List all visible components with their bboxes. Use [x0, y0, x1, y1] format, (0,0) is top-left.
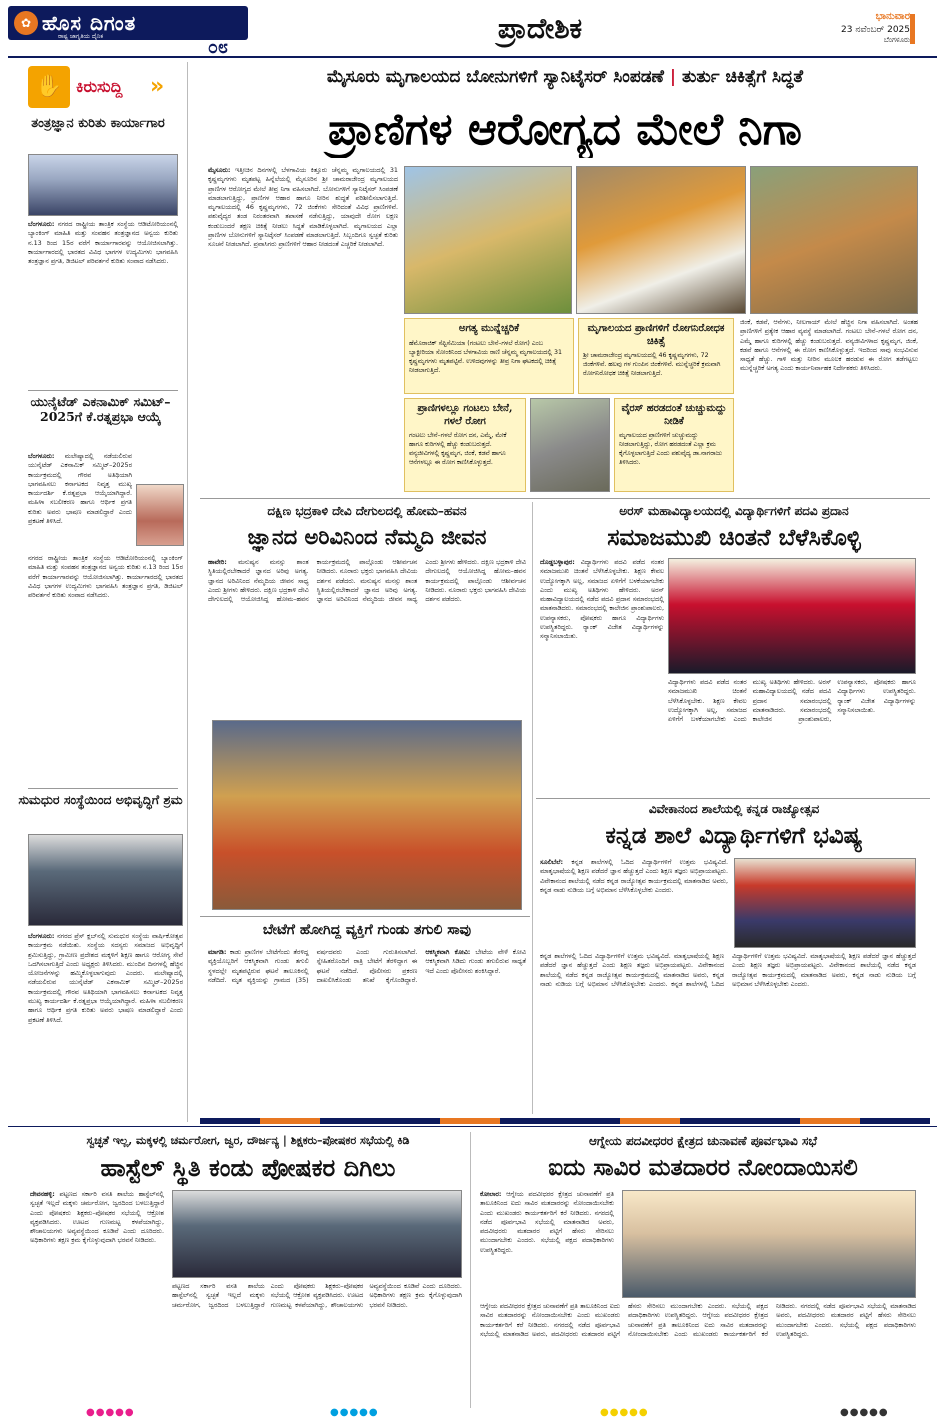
hostel-dateline: ದೇವನಹಳ್ಳಿ: — [30, 1190, 55, 1198]
lead-kicker-b: ತುರ್ತು ಚಿಕಿತ್ಸೆಗೆ ಸಿದ್ಧತೆ — [681, 67, 804, 87]
kicker-separator: | — [669, 67, 677, 87]
divider — [28, 788, 178, 789]
temple-kicker: ದಕ್ಷಿಣ ಭದ್ರಕಾಳಿ ದೇವಿ ದೇಗುಲದಲ್ಲಿ ಹೋಮ–ಹವನ — [267, 504, 467, 518]
kirusuddi-banner — [28, 66, 188, 108]
temple-dateline: ಹಾವೇರಿ: — [208, 558, 227, 566]
story3-headline: ಸುಮಧುರ ಸಂಸ್ಥೆಯಿಂದ ಅಭಿವೃದ್ಧಿಗೆ ಶ್ರಮ — [18, 792, 183, 807]
hunter-text: ಕಾಡು ಪ್ರಾಣಿಗಳ ಬೇಟೆಗೆಂದು ತೆರಳಿದ್ದ ವ್ಯಕ್ತಿಯೊಬ್ಬರಿಗೆ ಆಕಸ್ಮಿಕವಾಗಿ ಗುಂಡು ತಗುಲಿ ಸ್ಥಳದಲ್ಲೇ ಮೃತಪಟ್ಟಿರುವ ಘಟನೆ ತಾಲೂಕಿನಲ್ಲಿ ನಡೆದಿದೆ. ಮೃತ ವ್ಯಕ್ತಿಯನ್ನು ಗ್ರಾಮದ (35) ವರ್ಷದವರು ಎಂದು ಗುರುತಿಸಲಾಗಿದೆ. ಸ್ನೇಹಿತರೊಂದಿಗೆ ರಾತ್ರಿ ಬೇಟೆಗೆ ತೆರಳಿದ್ದಾಗ ಈ ಘಟನೆ ನಡೆದಿದೆ. ಪೊಲೀಸರು ಪ್ರಕರಣ ದಾಖಲಿಸಿಕೊಂಡು ತನಿಖೆ ಕೈಗೊಂಡಿದ್ದಾರೆ. — [208, 948, 418, 984]
hostel-kicker: ಸ್ವಚ್ಛತೆ ಇಲ್ಲ, ಮಕ್ಕಳಲ್ಲಿ ಚರ್ಮರೋಗ, ಜ್ವರ, ದೌರ್ಜನ್ಯ | ಶಿಕ್ಷಕರು–ಪೋಷಕರ ಸಭೆಯಲ್ಲಿ ಕಿಡಿ — [86, 1134, 410, 1147]
story2-text: ಮಲೇಷ್ಯಾದಲ್ಲಿ ನಡೆಯಲಿರುವ ಯುನೈಟೆಡ್ ಎಕನಾಮಿಕ್ ಸಮ್ಮಿಟ್–2025ರ ಕಾರ್ಯಕ್ರಮದಲ್ಲಿ ಗೌರವ ಅತಿಥಿಯಾಗಿ ಭಾಗವಹಿಸಲು ಕರ್ನಾಟಕದ ನಿವೃತ್ತ ಮುಖ್ಯ ಕಾರ್ಯದರ್ಶಿ ಕೆ.ರತ್ನಪ್ರಭಾ ಆಯ್ಕೆಯಾಗಿದ್ದಾರೆ. ಮಹಿಳಾ ಸಬಲೀಕರಣ ಹಾಗೂ ಆರ್ಥಿಕ ಪ್ರಗತಿ ಕುರಿತು ಅವರು ಭಾಷಣ ಮಾಡಲಿದ್ದಾರೆ ಎಂದು ಪ್ರಕಟಣೆ ತಿಳಿಸಿದೆ. — [28, 452, 132, 525]
college-text: ವಿದ್ಯಾರ್ಥಿಗಳು ಪದವಿ ಪಡೆದ ನಂತರ ಸಮಾಜಮುಖಿ ಚಿಂತನೆ ಬೆಳೆಸಿಕೊಳ್ಳಬೇಕು. ಶಿಕ್ಷಣ ಕೇವಲ ಉದ್ಯೋಗಕ್ಕಾಗಿ ಅಲ್ಲ, ಸಮಾಜದ ಏಳಿಗೆಗೆ ಬಳಕೆಯಾಗಬೇಕು ಎಂದು ಮುಖ್ಯ ಅತಿಥಿಗಳು ಹೇಳಿದರು. ಅರಸ್ ಮಹಾವಿದ್ಯಾಲಯದಲ್ಲಿ ನಡೆದ ಪದವಿ ಪ್ರದಾನ ಸಮಾರಂಭದಲ್ಲಿ ಮಾತನಾಡಿದರು. — [540, 558, 664, 613]
bottom-rule — [8, 1126, 937, 1127]
logo-text: ಹೊಸ ದಿಗಂತ — [42, 10, 137, 35]
hostel-body-b — [172, 1282, 462, 1406]
lead-kicker — [200, 66, 930, 94]
college-dateline: ದೊಡ್ಡಬಳ್ಳಾಪುರ: — [540, 558, 575, 566]
story3-dateline: ಬೆಂಗಳೂರು: — [28, 932, 55, 940]
hunter-sub-text: ಬೇಟೆಯ ವೇಳೆ ಕೋವಿ ಆಕಸ್ಮಿಕವಾಗಿ ಸಿಡಿದು ಗುಂಡು ತಗುಲಿರುವ ಸಾಧ್ಯತೆ ಇದೆ ಎಂದು ಪೊಲೀಸರು ಶಂಕಿಸಿದ್ದಾರೆ. — [425, 948, 526, 975]
divider — [200, 498, 930, 499]
print-registration-dots: ●●●●● — [840, 1407, 889, 1418]
temple-body — [208, 558, 526, 716]
lead-text-2: ಮೃಗಾಲಯದ ಎಲ್ಲಾ ಪ್ರಾಣಿಗಳ ಬೋನುಗಳಿಗೆ ಸ್ಯಾನಿಟೈಸರ್ ಸಿಂಪಡಣೆ ಮಾಡಲಾಗುತ್ತಿದೆ. ಸಿಬ್ಬಂದಿಗೂ ಸ್ವಚ್ಛತೆ ಕುರಿತು ಸೂಚನೆ ನೀಡಲಾಗಿದೆ. ಪ್ರವಾಸಿಗರು ಪ್ರಾಣಿಗಳಿಗೆ ಆಹಾರ ನೀಡದಂತೆ ಎಚ್ಚರಿಕೆ ನೀಡಲಾಗಿದೆ. — [208, 221, 398, 249]
logo-banner — [8, 6, 248, 40]
masthead-logo — [8, 6, 248, 54]
page-number: ೦೮ — [207, 37, 228, 54]
hunter-dateline: ಮಾಗಡಿ: — [208, 948, 227, 956]
college-body — [540, 558, 664, 794]
divider — [536, 798, 930, 799]
school-photo — [734, 858, 916, 948]
vertical-divider — [532, 502, 533, 1114]
story2-body-b — [28, 554, 183, 784]
college-text-cont: ಸಮಾರಂಭದಲ್ಲಿ ಕಾಲೇಜಿನ ಪ್ರಾಂಶುಪಾಲರು, ಉಪನ್ಯಾಸಕರು, ಪೋಷಕರು ಹಾಗೂ ವಿದ್ಯಾರ್ಥಿಗಳು ಉಪಸ್ಥಿತರಿದ್ದರು. ರ‍್ಯಾಂಕ್ ವಿಜೇತ ವಿದ್ಯಾರ್ಥಿಗಳನ್ನು ಸನ್ಮಾನಿಸಲಾಯಿತು. — [540, 604, 664, 641]
story2-dateline: ಬೆಂಗಳೂರು: — [28, 452, 55, 460]
college-kicker: ಅರಸ್ ಮಹಾವಿದ್ಯಾಲಯದಲ್ಲಿ ವಿದ್ಯಾರ್ಥಿಗಳಿಗೆ ಪದವಿ ಪ್ರದಾನ — [619, 504, 849, 518]
section-stripe — [200, 1118, 930, 1124]
school-text-b: ಕನ್ನಡ ಶಾಲೆಗಳಲ್ಲಿ ಓದಿದ ವಿದ್ಯಾರ್ಥಿಗಳಿಗೆ ಉತ್ತಮ ಭವಿಷ್ಯವಿದೆ. ಮಾತೃಭಾಷೆಯಲ್ಲಿ ಶಿಕ್ಷಣ ಪಡೆದರೆ ಜ್ಞಾನ ಹೆಚ್ಚುತ್ತದೆ ಎಂದು ಶಿಕ್ಷಣ ತಜ್ಞರು ಅಭಿಪ್ರಾಯಪಟ್ಟರು. ವಿವೇಕಾನಂದ ಶಾಲೆಯಲ್ಲಿ ನಡೆದ ಕನ್ನಡ ರಾಜ್ಯೋತ್ಸವ ಕಾರ್ಯಕ್ರಮದಲ್ಲಿ ಮಾತನಾಡಿದ ಅವರು, ಕನ್ನಡ ನಾಡು ನುಡಿಯ ಬಗ್ಗೆ ಅಭಿಮಾನ ಬೆಳೆಸಿಕೊಳ್ಳಬೇಕು ಎಂದರು. — [540, 952, 724, 988]
election-body — [480, 1190, 614, 1300]
graduation-photo — [668, 558, 916, 674]
story1-body — [28, 220, 178, 388]
lead-kicker-a: ಮೈಸೂರು ಮೃಗಾಲಯದ ಬೋನುಗಳಿಗೆ ಸ್ಯಾನಿಟೈಸರ್ ಸಿಂಪಡಣೆ — [326, 67, 664, 87]
story1-photo — [28, 154, 178, 216]
section-title: ಪ್ರಾದೇಶಿಕ — [497, 12, 583, 45]
accent-bar — [910, 14, 915, 44]
temple-text-cont: ಮನುಷ್ಯನ ಮನಸ್ಸು ಶಾಂತ ಸ್ಥಿತಿಯಲ್ಲಿರಬೇಕಾದರೆ ಜ್ಞಾನದ ಅರಿವು ಅಗತ್ಯ. ಜ್ಞಾನದ ಅರಿವಿನಿಂದ ನೆಮ್ಮದಿಯ ಜೀವನ ಸಾಧ್ಯ ಎಂದು ಶ್ರೀಗಳು ಹೇಳಿದರು. ದಕ್ಷಿಣ ಭದ್ರಕಾಳಿ ದೇವಿ ದೇಗುಲದಲ್ಲಿ ಆಯೋಜಿಸಿದ್ದ ಹೋಮ–ಹವನ ಕಾರ್ಯಕ್ರಮದಲ್ಲಿ ಪಾಲ್ಗೊಂಡು ಆಶೀರ್ವಚನ ನೀಡಿದರು. ನೂರಾರು ಭಕ್ತರು ಭಾಗವಹಿಸಿ ದೇವಿಯ ದರ್ಶನ ಪಡೆದರು. — [316, 558, 526, 604]
print-registration-dots: ●●●●● — [600, 1407, 649, 1418]
temple-headline: ಜ್ಞಾನದ ಅರಿವಿನಿಂದ ನೆಮ್ಮದಿ ಜೀವನ — [247, 524, 487, 549]
election-kicker: ಆಗ್ನೇಯ ಪದವೀಧರರ ಕ್ಷೇತ್ರದ ಚುನಾವಣೆ ಪೂರ್ವಭಾವಿ ಸಭೆ — [588, 1134, 818, 1148]
story2-portrait — [136, 484, 184, 546]
lead-body — [208, 166, 398, 496]
election-body-b — [480, 1302, 916, 1406]
story3-text: ನಗರದ ಪ್ರೆಸ್ ಕ್ಲಬ್‌ನಲ್ಲಿ ಸುಮಧುರ ಸಂಸ್ಥೆಯ ವಾರ್ಷಿಕೋತ್ಸವ ಕಾರ್ಯಕ್ರಮ ನಡೆಯಿತು. ಸಂಸ್ಥೆಯ ಸದಸ್ಯರು ಸಮಾಜದ ಅಭಿವೃದ್ಧಿಗೆ ಶ್ರಮಿಸುತ್ತಿದ್ದು, ಗ್ರಾಮೀಣ ಪ್ರದೇಶದ ಮಕ್ಕಳಿಗೆ ಶಿಕ್ಷಣ ಹಾಗೂ ಆರೋಗ್ಯ ಸೇವೆ ಒದಗಿಸಲಾಗುತ್ತಿದೆ ಎಂದು ಅಧ್ಯಕ್ಷರು ತಿಳಿಸಿದರು. ಮುಂದಿನ ದಿನಗಳಲ್ಲಿ ಹೆಚ್ಚಿನ ಯೋಜನೆಗಳನ್ನು ಹಮ್ಮಿಕೊಳ್ಳಲಾಗುವುದು ಎಂದರು. — [28, 932, 183, 978]
box-disease-text: ಗಂಟಲು ಬೇನೆ–ಗಳಲೆ ರೋಗ ದನ, ಎಮ್ಮೆ, ಮೇಕೆ ಹಾಗೂ ಕುರಿಗಳಲ್ಲಿ ಹೆಚ್ಚು ಕಂಡುಬರುತ್ತದೆ. ವನ್ಯಜೀವಿಗಳಲ್ಲಿ ಕೃಷ್ಣಮೃಗ, ಜಿಂಕೆ, ಕಡವೆ ಹಾಗೂ ಆನೆಗಳಲ್ಲೂ ಈ ರೋಗ ಕಾಣಿಸಿಕೊಳ್ಳುತ್ತದೆ. — [409, 432, 507, 467]
election-headline: ಐದು ಸಾವಿರ ಮತದಾರರ ನೋಂದಾಯಿಸಲಿ — [548, 1154, 858, 1181]
divider — [200, 916, 530, 917]
lead-dateline: ಮೈಸೂರು: — [208, 166, 231, 174]
lead-right-col: ಜಿಂಕೆ, ಕಡವೆ, ಆನೆಗಳು, ನೀಲಗಾಯ್ ಮೇಲೆ ಹೆಚ್ಚಿನ ನಿಗಾ ವಹಿಸಲಾಗಿದೆ. ಅಂತಹ ಪ್ರಾಣಿಗಳಿಗೆ ಪ್ರತ್ಯೇಕ ಆಹಾರ ವ್ಯವಸ್ಥೆ ಮಾಡಲಾಗಿದೆ. ಗಂಟಲು ಬೇನೆ–ಗಳಲೆ ರೋಗ ದನ, ಎಮ್ಮೆ ಹಾಗೂ ಕುರಿಗಳಲ್ಲಿ ಹೆಚ್ಚು ಕಂಡುಬರುತ್ತದೆ. ವನ್ಯಜೀವಿಗಳಾದ ಕೃಷ್ಣಮೃಗ, ಜಿಂಕೆ, ಕಡವೆ ಹಾಗೂ ಆನೆಗಳಲ್ಲಿ ಈ ರೋಗ ಕಾಣಿಸಿಕೊಳ್ಳುತ್ತದೆ. ಇದರಿಂದ ಸಾವು ಸಂಭವಿಸುವ ಸಾಧ್ಯತೆ ಹೆಚ್ಚು. ಗಾಳಿ ಮತ್ತು ನೀರಿನ ಮೂಲಕ ಹರಡುವ ಈ ರೋಗ ತಡೆಗಟ್ಟಲು ಮುನ್ನೆಚ್ಚರಿಕೆ ಅಗತ್ಯ ಎಂದು ಕಾರ್ಯನಿರ್ವಾಹಕ ನಿರ್ದೇಶಕರು ತಿಳಿಸಿದರು. — [740, 318, 918, 373]
box-disease-title: ಪ್ರಾಣಿಗಳಲ್ಲೂ ಗಂಟಲು ಬೇನೆ, ಗಳಲೆ ರೋಗ — [417, 403, 513, 427]
story3-photo — [28, 834, 183, 926]
election-text: ಆಗ್ನೇಯ ಪದವೀಧರರ ಕ್ಷೇತ್ರದ ಚುನಾವಣೆಗೆ ಪ್ರತಿ ತಾಲೂಕಿನಿಂದ ಐದು ಸಾವಿರ ಮತದಾರರನ್ನು ನೋಂದಾಯಿಸಬೇಕು ಎಂದು ಮುಖಂಡರು ಕಾರ್ಯಕರ್ತರಿಗೆ ಕರೆ ನೀಡಿದರು. ನಗರದಲ್ಲಿ ನಡೆದ ಪೂರ್ವಭಾವಿ ಸಭೆಯಲ್ಲಿ ಮಾತನಾಡಿದ ಅವರು, ಪದವೀಧರರು ಮತದಾರರ ಪಟ್ಟಿಗೆ ಹೆಸರು ಸೇರಿಸಲು ಮುಂದಾಗಬೇಕು ಎಂದರು. ಸಭೆಯಲ್ಲಿ ಪಕ್ಷದ ಪದಾಧಿಕಾರಿಗಳು ಉಪಸ್ಥಿತರಿದ್ದರು. — [480, 1190, 614, 1254]
hostel-photo — [172, 1190, 462, 1278]
college-text-b: ವಿದ್ಯಾರ್ಥಿಗಳು ಪದವಿ ಪಡೆದ ನಂತರ ಸಮಾಜಮುಖಿ ಚಿಂತನೆ ಬೆಳೆಸಿಕೊಳ್ಳಬೇಕು. ಶಿಕ್ಷಣ ಕೇವಲ ಉದ್ಯೋಗಕ್ಕಾಗಿ ಅಲ್ಲ, ಸಮಾಜದ ಏಳಿಗೆಗೆ ಬಳಕೆಯಾಗಬೇಕು ಎಂದು ಮುಖ್ಯ ಅತಿಥಿಗಳು ಹೇಳಿದರು. ಅರಸ್ ಮಹಾವಿದ್ಯಾಲಯದಲ್ಲಿ ನಡೆದ ಪದವಿ ಪ್ರದಾನ ಸಮಾರಂಭದಲ್ಲಿ ಮಾತನಾಡಿದರು. — [668, 678, 832, 724]
temple-photo — [212, 720, 522, 910]
story2-headline: ಯುನೈಟೆಡ್ ಎಕನಾಮಿಕ್ ಸಮಿಟ್–2025ಗೆ ಕೆ.ರತ್ನಪ್ರಭಾ ಆಯ್ಕೆ — [30, 394, 171, 424]
election-dateline: ಕೋಲಾರ: — [480, 1190, 502, 1198]
election-photo — [622, 1190, 916, 1298]
date-text: 23 ನವೆಂಬರ್ 2025 — [841, 24, 910, 35]
box-immunity-text: ಶ್ರೀ ಚಾಮರಾಜೇಂದ್ರ ಮೃಗಾಲಯದಲ್ಲಿ 46 ಕೃಷ್ಣಮೃಗಗಳು, 72 ಜಿಂಕೆಗಳಿವೆ. ಹಲವು ಗಳ ಗುಂಪಿನ ಜಿಂಕೆಗಳಿವೆ. ಮುನ್ನೆಚ್ಚರಿಕೆ ಕ್ರಮವಾಗಿ ರೋಗನಿರೋಧಕ ಚಿಕಿತ್ಸೆ ನೀಡಲಾಗುತ್ತಿದೆ. — [583, 352, 721, 378]
box-precaution-text: ಹೆಮೊರಾಜಿಕ್ ಸೆಪ್ಟಿಸೆಮಿಯಾ (ಗಂಟಲು ಬೇನೆ–ಗಳಲೆ ರೋಗ) ಎಂಬ ಬ್ಯಾಕ್ಟೀರಿಯಾ ಸೋಂಕಿನಿಂದ ಬೆಳಗಾವಿಯ ರಾಣಿ ಚೆನ್ನಮ್ಮ ಮೃಗಾಲಯದಲ್ಲಿ 31 ಕೃಷ್ಣಮೃಗಗಳು ಮೃತಪಟ್ಟಿವೆ. ಉಳಿದವುಗಳನ್ನು ತೀವ್ರ ನಿಗಾ ಘಟಕದಲ್ಲಿ ಚಿಕಿತ್ಸೆ ನೀಡಲಾಗುತ್ತಿದೆ. — [409, 339, 563, 374]
rhino-photo — [530, 398, 610, 492]
hand-icon: ✋ — [28, 66, 70, 108]
hostel-text-b: ಪಟ್ಟಣದ ಸರ್ಕಾರಿ ವಸತಿ ಶಾಲೆಯ ಹಾಸ್ಟೆಲ್‌ನಲ್ಲಿ ಸ್ವಚ್ಛತೆ ಇಲ್ಲದೆ ಮಕ್ಕಳು ಚರ್ಮರೋಗ, ಜ್ವರದಿಂದ ಬಳಲುತ್ತಿದ್ದಾರೆ ಎಂದು ಪೋಷಕರು ಶಿಕ್ಷಕರು–ಪೋಷಕರ ಸಭೆಯಲ್ಲಿ ಆಕ್ರೋಶ ವ್ಯಕ್ತಪಡಿಸಿದರು. ಊಟದ ಗುಣಮಟ್ಟ ಕಳಪೆಯಾಗಿದ್ದು, ಶೌಚಾಲಯಗಳು ಅವ್ಯವಸ್ಥೆಯಿಂದ ಕೂಡಿವೆ ಎಂದು ದೂರಿದರು. ಅಧಿಕಾರಿಗಳು ತಕ್ಷಣ ಕ್ರಮ ಕೈಗೊಳ್ಳುವುದಾಗಿ ಭರವಸೆ ನೀಡಿದರು. — [172, 1282, 462, 1309]
box-vaccine — [614, 398, 734, 492]
lotus-icon: ✿ — [14, 11, 38, 35]
box-immunity-title: ಮೃಗಾಲಯದ ಪ್ರಾಣಿಗಳಿಗೆ ರೋಗನಿರೋಧಕ ಚಿಕಿತ್ಸೆ — [587, 323, 725, 347]
school-body — [540, 858, 728, 950]
lead-headline: ಪ್ರಾಣಿಗಳ ಆರೋಗ್ಯದ ಮೇಲೆ ನಿಗಾ — [328, 104, 802, 155]
date-city: ಬೆಂಗಳೂರು — [883, 35, 910, 44]
school-headline: ಕನ್ನಡ ಶಾಲೆ ವಿದ್ಯಾರ್ಥಿಗಳಿಗೆ ಭವಿಷ್ಯ — [605, 822, 863, 849]
top-rule — [8, 56, 937, 58]
school-body-b — [540, 952, 916, 1112]
vertical-divider — [470, 1132, 471, 1408]
lead-text: ಇತ್ತೀಚಿನ ದಿನಗಳಲ್ಲಿ ಬೆಳಗಾವಿಯ ಕಿತ್ತೂರು ಚೆನ್ನಮ್ಮ ಮೃಗಾಲಯದಲ್ಲಿ 31 ಕೃಷ್ಣಮೃಗಗಳು ಮೃತಪಟ್ಟ ಹಿನ್ನೆಲೆಯಲ್ಲಿ ಮೈಸೂರಿನ ಶ್ರೀ ಚಾಮರಾಜೇಂದ್ರ ಮೃಗಾಲಯದ ಪ್ರಾಣಿಗಳ ಆರೋಗ್ಯದ ಮೇಲೆ ತೀವ್ರ ನಿಗಾ ವಹಿಸಲಾಗಿದೆ. ಬೋನುಗಳಿಗೆ ಸ್ಯಾನಿಟೈಸರ್ ಸಿಂಪಡಣೆ ಮಾಡಲಾಗುತ್ತಿದ್ದು, ಪ್ರಾಣಿಗಳ ಆಹಾರ ಹಾಗೂ ನೀರಿನ ಶುದ್ಧತೆ ಪರಿಶೀಲಿಸಲಾಗುತ್ತಿದೆ. ಮೃಗಾಲಯದಲ್ಲಿ 46 ಕೃಷ್ಣಮೃಗಗಳು, 72 ಜಿಂಕೆಗಳು ಸೇರಿದಂತೆ ವಿವಿಧ ಪ್ರಾಣಿಗಳಿವೆ. ಪಶುವೈದ್ಯರ ತಂಡ ನಿರಂತರವಾಗಿ ತಪಾಸಣೆ ನಡೆಸುತ್ತಿದ್ದು, ಯಾವುದೇ ರೋಗ ಲಕ್ಷಣ ಕಂಡುಬಂದರೆ ತಕ್ಷಣ ಚಿಕಿತ್ಸೆ ನೀಡಲು ಸಿದ್ಧತೆ ಮಾಡಿಕೊಳ್ಳಲಾಗಿದೆ. — [208, 166, 398, 230]
school-kicker: ವಿವೇಕಾನಂದ ಶಾಲೆಯಲ್ಲಿ ಕನ್ನಡ ರಾಜ್ಯೋತ್ಸವ — [648, 802, 820, 816]
logo-tagline: ರಾಷ್ಟ್ರ ಜಾಗೃತಿಯ ದೈನಿಕ — [58, 33, 104, 40]
box-vaccine-title: ವೈರಸ್ ಹರಡದಂತೆ ಚುಚ್ಚುಮದ್ದು ನೀಡಿಕೆ — [621, 403, 727, 427]
deer-photo — [750, 166, 918, 314]
kirusuddi-label: ಕಿರುಸುದ್ದಿ — [76, 77, 123, 96]
hostel-text: ಪಟ್ಟಣದ ಸರ್ಕಾರಿ ವಸತಿ ಶಾಲೆಯ ಹಾಸ್ಟೆಲ್‌ನಲ್ಲಿ ಸ್ವಚ್ಛತೆ ಇಲ್ಲದೆ ಮಕ್ಕಳು ಚರ್ಮರೋಗ, ಜ್ವರದಿಂದ ಬಳಲುತ್ತಿದ್ದಾರೆ ಎಂದು ಪೋಷಕರು ಶಿಕ್ಷಕರು–ಪೋಷಕರ ಸಭೆಯಲ್ಲಿ ಆಕ್ರೋಶ ವ್ಯಕ್ತಪಡಿಸಿದರು. ಊಟದ ಗುಣಮಟ್ಟ ಕಳಪೆಯಾಗಿದ್ದು, ಶೌಚಾಲಯಗಳು ಅವ್ಯವಸ್ಥೆಯಿಂದ ಕೂಡಿವೆ ಎಂದು ದೂರಿದರು. ಅಧಿಕಾರಿಗಳು ತಕ್ಷಣ ಕ್ರಮ ಕೈಗೊಳ್ಳುವುದಾಗಿ ಭರವಸೆ ನೀಡಿದರು. — [30, 1190, 164, 1245]
temple-text: ಮನುಷ್ಯನ ಮನಸ್ಸು ಶಾಂತ ಸ್ಥಿತಿಯಲ್ಲಿರಬೇಕಾದರೆ ಜ್ಞಾನದ ಅರಿವು ಅಗತ್ಯ. ಜ್ಞಾನದ ಅರಿವಿನಿಂದ ನೆಮ್ಮದಿಯ ಜೀವನ ಸಾಧ್ಯ ಎಂದು ಶ್ರೀಗಳು ಹೇಳಿದರು. ದಕ್ಷಿಣ ಭದ್ರಕಾಳಿ ದೇವಿ ದೇಗುಲದಲ್ಲಿ ಆಯೋಜಿಸಿದ್ದ ಹೋಮ–ಹವನ ಕಾರ್ಯಕ್ರಮದಲ್ಲಿ ಪಾಲ್ಗೊಂಡು ಆಶೀರ್ವಚನ ನೀಡಿದರು. ನೂರಾರು ಭಕ್ತರು ಭಾಗವಹಿಸಿ ದೇವಿಯ ದರ್ಶನ ಪಡೆದರು. — [208, 558, 418, 604]
box-vaccine-text: ಮೃಗಾಲಯದ ಪ್ರಾಣಿಗಳಿಗೆ ಚುಚ್ಚುಮದ್ದು ನೀಡಲಾಗುತ್ತಿದ್ದು, ರೋಗ ಹರಡದಂತೆ ಎಲ್ಲಾ ಕ್ರಮ ಕೈಗೊಳ್ಳಲಾಗುತ್ತಿದೆ ಎಂದು ಪಶುವೈದ್ಯ ಡಾ.ನಾಗರಾಜು ತಿಳಿಸಿದರು. — [619, 432, 722, 467]
hunter-headline: ಬೇಟೆಗೆ ಹೋಗಿದ್ದ ವ್ಯಕ್ತಿಗೆ ಗುಂಡು ತಗುಲಿ ಸಾವು — [262, 922, 472, 938]
giraffe-photo — [404, 166, 572, 314]
left-column — [8, 62, 188, 1122]
story2-body-a — [28, 452, 132, 552]
story1-text: ನಗರದ ರಾಷ್ಟ್ರೀಯ ತಾಂತ್ರಿಕ ಸಂಸ್ಥೆಯ ಆಡಿಟೋರಿಯಂನಲ್ಲಿ ಬ್ಯಾಂಕಿಂಗ್ ಮಾಹಿತಿ ಮತ್ತು ಸಂವಹನ ತಂತ್ರಜ್ಞಾನದ ಅನ್ವಯ ಕುರಿತು ನ.13 ರಿಂದ 15ರ ವರೆಗೆ ಕಾರ್ಯಾಗಾರವನ್ನು ಆಯೋಜಿಸಲಾಗಿತ್ತು. ಕಾರ್ಯಾಗಾರದಲ್ಲಿ ಭಾರತದ ವಿವಿಧ ಭಾಗಗಳ ಉದ್ಯಮಿಗಳು ಭಾಗವಹಿಸಿ ತಂತ್ರಜ್ಞಾನ ಪ್ರಗತಿ, ಡಿಜಿಟಲ್ ಪರಿವರ್ತನೆ ಕುರಿತು ಸಂವಾದ ನಡೆಸಿದರು. — [28, 220, 178, 266]
chevron-right-icon: » — [150, 74, 165, 99]
story1-headline: ತಂತ್ರಜ್ಞಾನ ಕುರಿತು ಕಾರ್ಯಾಗಾರ — [31, 116, 165, 131]
college-text-b2: ಸಮಾರಂಭದಲ್ಲಿ ಕಾಲೇಜಿನ ಪ್ರಾಂಶುಪಾಲರು, ಉಪನ್ಯಾಸಕರು, ಪೋಷಕರು ಹಾಗೂ ವಿದ್ಯಾರ್ಥಿಗಳು ಉಪಸ್ಥಿತರಿದ್ದರು. ರ‍್ಯಾಂಕ್ ವಿಜೇತ ವಿದ್ಯಾರ್ಥಿಗಳನ್ನು ಸನ್ಮಾನಿಸಲಾಯಿತು. — [752, 678, 916, 724]
story3-body — [28, 932, 183, 1122]
box-immunity — [578, 318, 734, 394]
story3-text-cont: ಮಲೇಷ್ಯಾದಲ್ಲಿ ನಡೆಯಲಿರುವ ಯುನೈಟೆಡ್ ಎಕನಾಮಿಕ್ ಸಮ್ಮಿಟ್–2025ರ ಕಾರ್ಯಕ್ರಮದಲ್ಲಿ ಗೌರವ ಅತಿಥಿಯಾಗಿ ಭಾಗವಹಿಸಲು ಕರ್ನಾಟಕದ ನಿವೃತ್ತ ಮುಖ್ಯ ಕಾರ್ಯದರ್ಶಿ ಕೆ.ರತ್ನಪ್ರಭಾ ಆಯ್ಕೆಯಾಗಿದ್ದಾರೆ. ಮಹಿಳಾ ಸಬಲೀಕರಣ ಹಾಗೂ ಆರ್ಥಿಕ ಪ್ರಗತಿ ಕುರಿತು ಅವರು ಭಾಷಣ ಮಾಡಲಿದ್ದಾರೆ ಎಂದು ಪ್ರಕಟಣೆ ತಿಳಿಸಿದೆ. — [28, 969, 183, 1024]
election-text-b: ಆಗ್ನೇಯ ಪದವೀಧರರ ಕ್ಷೇತ್ರದ ಚುನಾವಣೆಗೆ ಪ್ರತಿ ತಾಲೂಕಿನಿಂದ ಐದು ಸಾವಿರ ಮತದಾರರನ್ನು ನೋಂದಾಯಿಸಬೇಕು ಎಂದು ಮುಖಂಡರು ಕಾರ್ಯಕರ್ತರಿಗೆ ಕರೆ ನೀಡಿದರು. ನಗರದಲ್ಲಿ ನಡೆದ ಪೂರ್ವಭಾವಿ ಸಭೆಯಲ್ಲಿ ಮಾತನಾಡಿದ ಅವರು, ಪದವೀಧರರು ಮತದಾರರ ಪಟ್ಟಿಗೆ ಹೆಸರು ಸೇರಿಸಲು ಮುಂದಾಗಬೇಕು ಎಂದರು. ಸಭೆಯಲ್ಲಿ ಪಕ್ಷದ ಪದಾಧಿಕಾರಿಗಳು ಉಪಸ್ಥಿತರಿದ್ದರು. — [480, 1302, 768, 1338]
box-precaution-title: ಅಗತ್ಯ ಮುನ್ನೆಚ್ಚರಿಕೆ — [458, 323, 520, 334]
story2-text-cont: ನಗರದ ರಾಷ್ಟ್ರೀಯ ತಾಂತ್ರಿಕ ಸಂಸ್ಥೆಯ ಆಡಿಟೋರಿಯಂನಲ್ಲಿ ಬ್ಯಾಂಕಿಂಗ್ ಮಾಹಿತಿ ಮತ್ತು ಸಂವಹನ ತಂತ್ರಜ್ಞಾನದ ಅನ್ವಯ ಕುರಿತು ನ.13 ರಿಂದ 15ರ ವರೆಗೆ ಕಾರ್ಯಾಗಾರವನ್ನು ಆಯೋಜಿಸಲಾಗಿತ್ತು. ಕಾರ್ಯಾಗಾರದಲ್ಲಿ ಭಾರತದ ವಿವಿಧ ಭಾಗಗಳ ಉದ್ಯಮಿಗಳು ಭಾಗವಹಿಸಿ ತಂತ್ರಜ್ಞಾನ ಪ್ರಗತಿ, ಡಿಜಿಟಲ್ ಪರಿವರ್ತನೆ ಕುರಿತು ಸಂವಾದ ನಡೆಸಿದರು. — [28, 554, 183, 600]
college-headline: ಸಮಾಜಮುಖಿ ಚಿಂತನೆ ಬೆಳೆಸಿಕೊಳ್ಳಿ — [607, 524, 861, 551]
date-block — [780, 10, 910, 50]
hunter-sub-label: ಆಕಸ್ಮಿಕವಾಗಿ ಕೋವಿ: — [425, 948, 471, 956]
divider — [28, 390, 178, 391]
school-text: ಕನ್ನಡ ಶಾಲೆಗಳಲ್ಲಿ ಓದಿದ ವಿದ್ಯಾರ್ಥಿಗಳಿಗೆ ಉತ್ತಮ ಭವಿಷ್ಯವಿದೆ. ಮಾತೃಭಾಷೆಯಲ್ಲಿ ಶಿಕ್ಷಣ ಪಡೆದರೆ ಜ್ಞಾನ ಹೆಚ್ಚುತ್ತದೆ ಎಂದು ಶಿಕ್ಷಣ ತಜ್ಞರು ಅಭಿಪ್ರಾಯಪಟ್ಟರು. ವಿವೇಕಾನಂದ ಶಾಲೆಯಲ್ಲಿ ನಡೆದ ಕನ್ನಡ ರಾಜ್ಯೋತ್ಸವ ಕಾರ್ಯಕ್ರಮದಲ್ಲಿ ಮಾತನಾಡಿದ ಅವರು, ಕನ್ನಡ ನಾಡು ನುಡಿಯ ಬಗ್ಗೆ ಅಭಿಮಾನ ಬೆಳೆಸಿಕೊಳ್ಳಬೇಕು ಎಂದರು. — [540, 858, 728, 894]
print-registration-dots: ●●●●● — [330, 1407, 379, 1418]
print-registration-dots: ●●●●● — [86, 1407, 135, 1418]
hunter-body — [208, 948, 526, 1114]
election-text-b2: ಆಗ್ನೇಯ ಪದವೀಧರರ ಕ್ಷೇತ್ರದ ಚುನಾವಣೆಗೆ ಪ್ರತಿ ತಾಲೂಕಿನಿಂದ ಐದು ಸಾವಿರ ಮತದಾರರನ್ನು ನೋಂದಾಯಿಸಬೇಕು ಎಂದು ಮುಖಂಡರು ಕಾರ್ಯಕರ್ತರಿಗೆ ಕರೆ ನೀಡಿದರು. ನಗರದಲ್ಲಿ ನಡೆದ ಪೂರ್ವಭಾವಿ ಸಭೆಯಲ್ಲಿ ಮಾತನಾಡಿದ ಅವರು, ಪದವೀಧರರು ಮತದಾರರ ಪಟ್ಟಿಗೆ ಹೆಸರು ಸೇರಿಸಲು ಮುಂದಾಗಬೇಕು ಎಂದರು. ಸಭೆಯಲ್ಲಿ ಪಕ್ಷದ ಪದಾಧಿಕಾರಿಗಳು ಉಪಸ್ಥಿತರಿದ್ದರು. — [628, 1302, 916, 1338]
school-dateline: ಸೂಲಿಬೆಲೆ: — [540, 858, 564, 866]
story1-dateline: ಬೆಂಗಳೂರು: — [28, 220, 55, 228]
hostel-body — [30, 1190, 164, 1406]
school-text-b2: ಕನ್ನಡ ಶಾಲೆಗಳಲ್ಲಿ ಓದಿದ ವಿದ್ಯಾರ್ಥಿಗಳಿಗೆ ಉತ್ತಮ ಭವಿಷ್ಯವಿದೆ. ಮಾತೃಭಾಷೆಯಲ್ಲಿ ಶಿಕ್ಷಣ ಪಡೆದರೆ ಜ್ಞಾನ ಹೆಚ್ಚುತ್ತದೆ ಎಂದು ಶಿಕ್ಷಣ ತಜ್ಞರು ಅಭಿಪ್ರಾಯಪಟ್ಟರು. ವಿವೇಕಾನಂದ ಶಾಲೆಯಲ್ಲಿ ನಡೆದ ಕನ್ನಡ ರಾಜ್ಯೋತ್ಸವ ಕಾರ್ಯಕ್ರಮದಲ್ಲಿ ಮಾತನಾಡಿದ ಅವರು, ಕನ್ನಡ ನಾಡು ನುಡಿಯ ಬಗ್ಗೆ ಅಭಿಮಾನ ಬೆಳೆಸಿಕೊಳ್ಳಬೇಕು ಎಂದರು. — [671, 952, 916, 988]
college-body-b — [668, 678, 916, 794]
hostel-headline: ಹಾಸ್ಟೆಲ್ ಸ್ಥಿತಿ ಕಂಡು ಪೋಷಕರ ದಿಗಿಲು — [100, 1154, 396, 1182]
date-day: ಭಾನುವಾರ — [875, 11, 910, 22]
box-disease — [404, 398, 526, 492]
box-precaution — [404, 318, 574, 394]
tiger-photo — [576, 166, 746, 314]
